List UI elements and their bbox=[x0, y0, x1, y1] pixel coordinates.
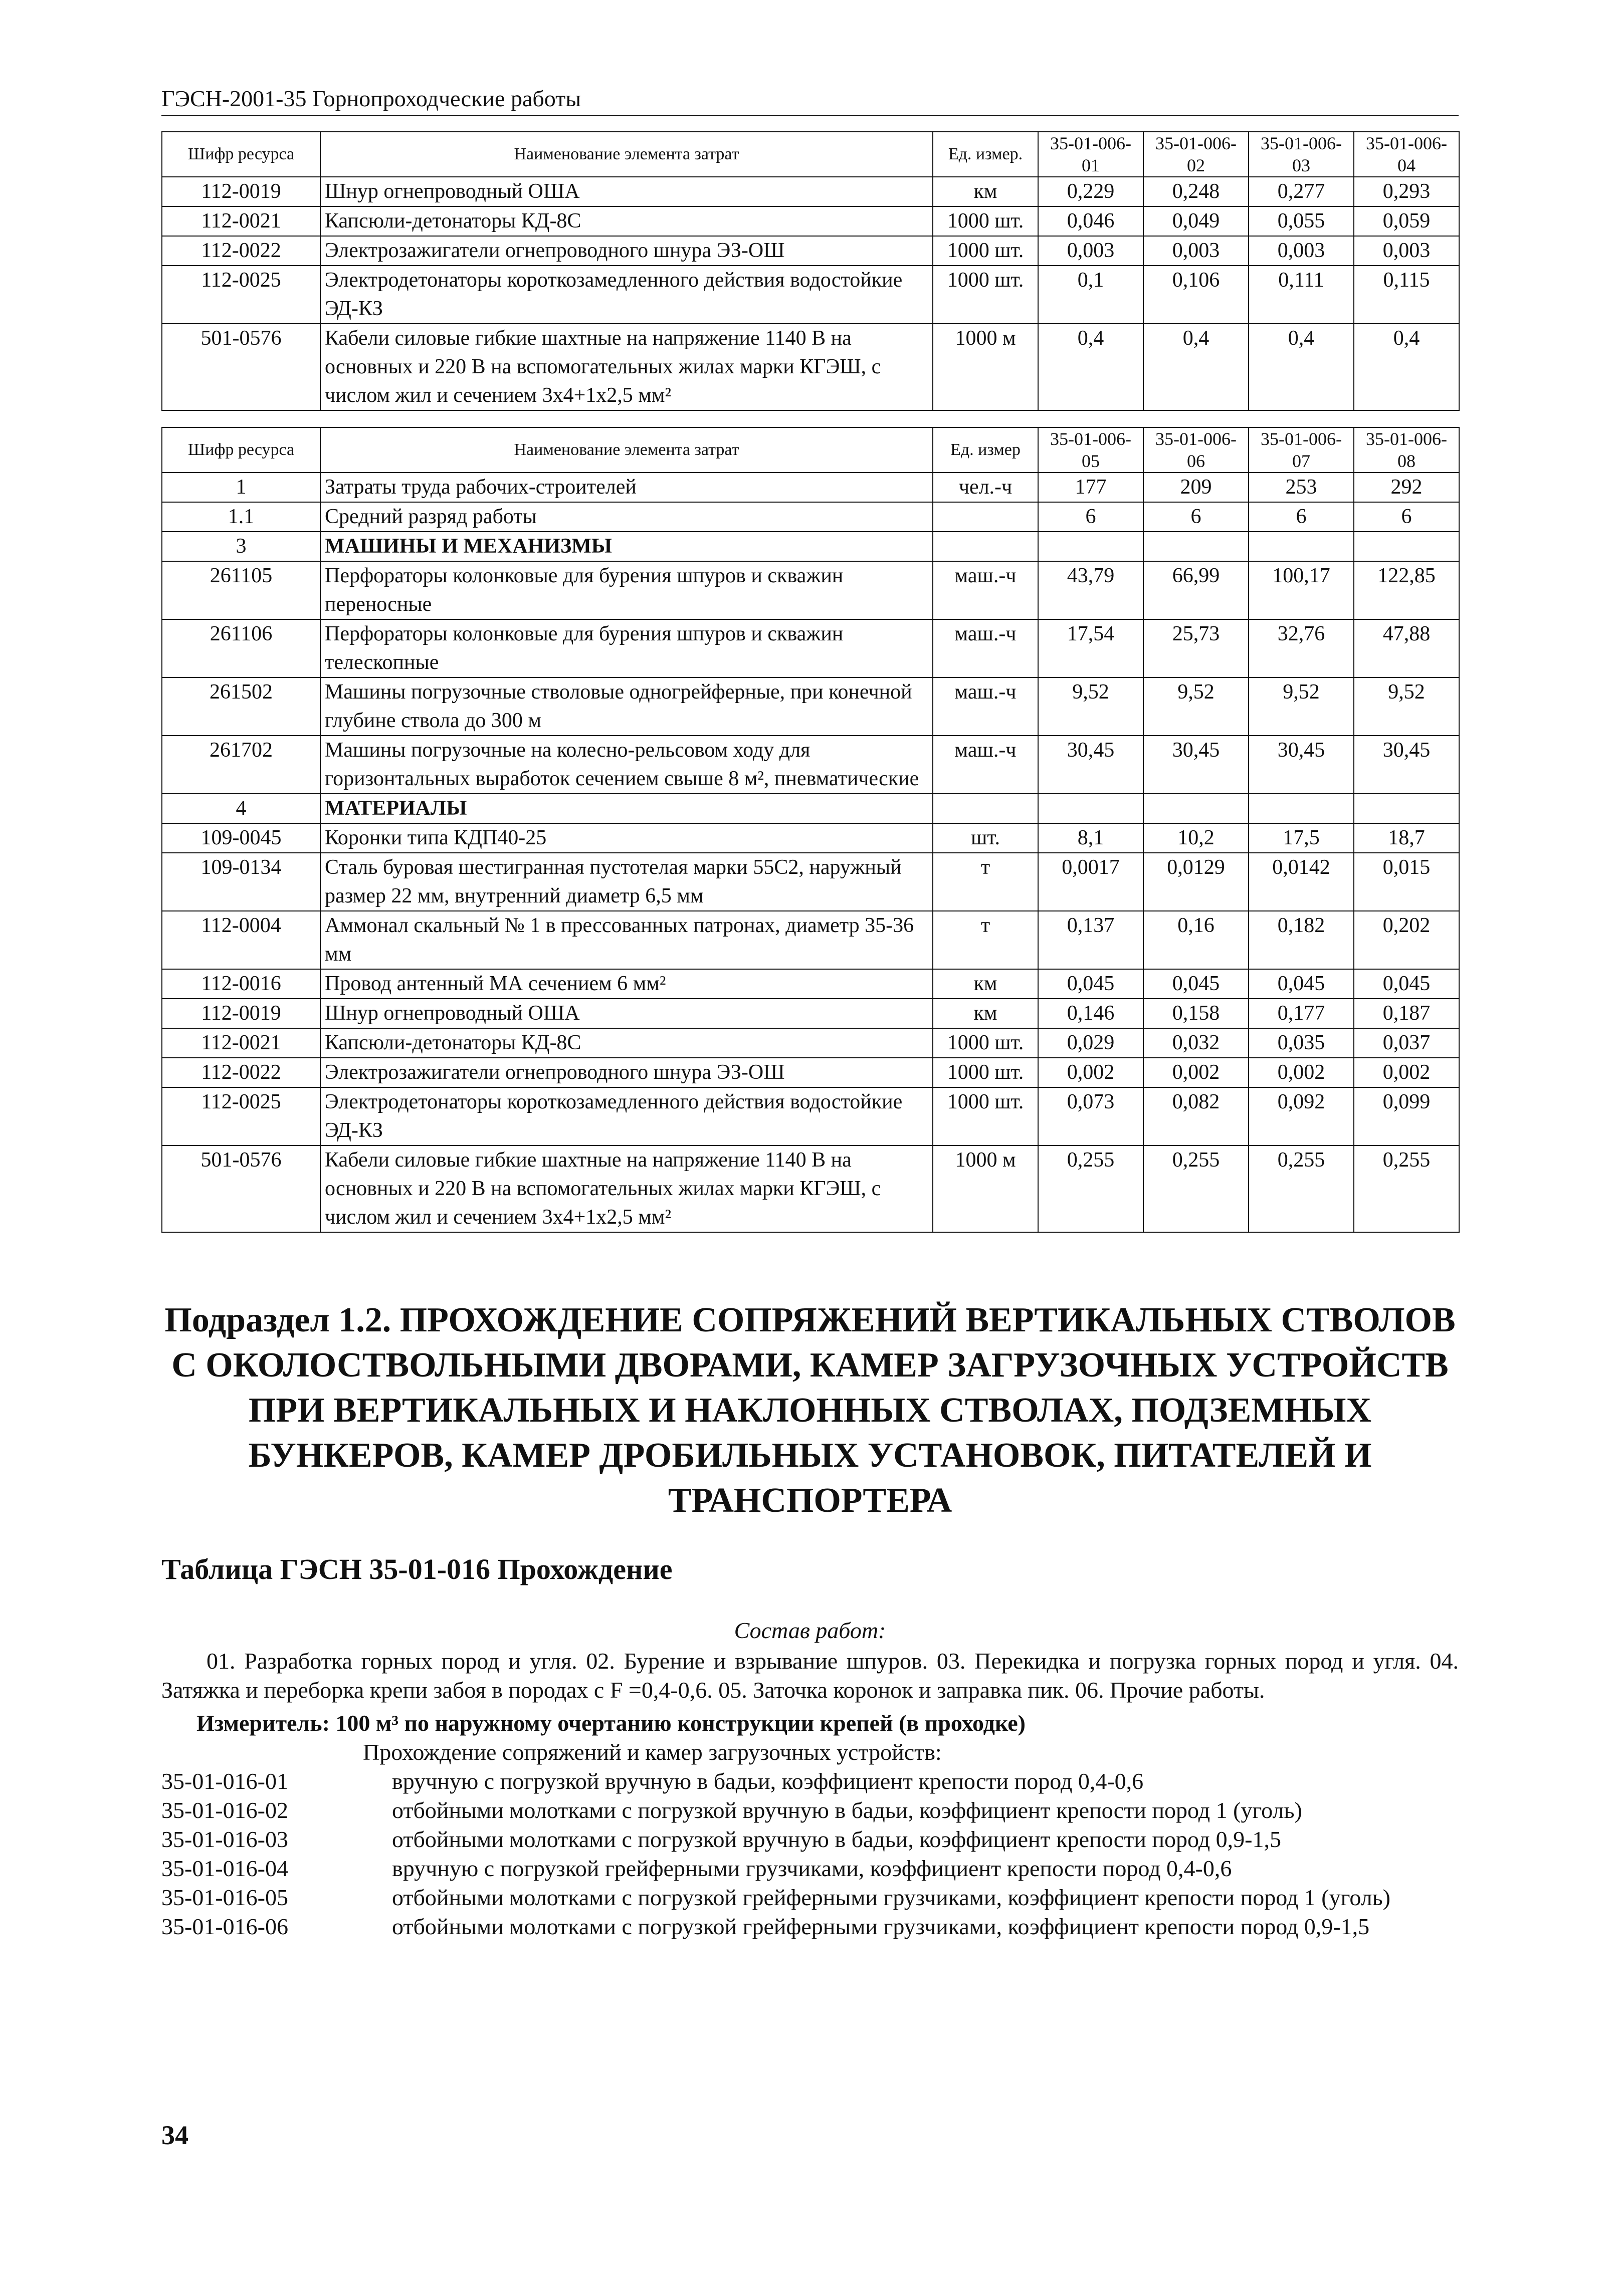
value-cell: 253 bbox=[1249, 473, 1354, 502]
subsection-title: Подраздел 1.2. ПРОХОЖДЕНИЕ СОПРЯЖЕНИЙ ВЕРТИКАЛЬНЫХ СТВОЛОВ С ОКОЛОСТВОЛЬНЫМИ ДВОРАМИ, КАМЕР ЗАГРУЗОЧНЫХ УСТРОЙСТВ ПРИ ВЕРТИКАЛЬНЫХ И НАКЛОННЫХ СТВОЛАХ, ПОДЗЕМНЫХ БУНКЕРОВ, КАМЕР ДРОБИЛЬНЫХ УСТАНОВОК, ПИТАТЕЛЕЙ И ТРАНСПОРТЕРА bbox=[164, 1301, 1456, 1520]
resource-code: 112-0025 bbox=[162, 266, 320, 324]
variant-text: вручную с погрузкой вручную в бадьи, коэффициент крепости пород 0,4-0,6 bbox=[392, 1768, 1144, 1794]
resource-code: 112-0025 bbox=[162, 1087, 320, 1145]
resource-name: Шнур огнепроводный ОША bbox=[320, 999, 933, 1028]
header-col-3: 35-01-006-07 bbox=[1249, 427, 1354, 473]
value-cell: 0,002 bbox=[1354, 1058, 1459, 1087]
header-col-1: 35-01-006-01 bbox=[1038, 132, 1143, 177]
value-cell: 66,99 bbox=[1143, 561, 1249, 619]
table-header-row bbox=[162, 427, 1459, 473]
value-cell: 209 bbox=[1143, 473, 1249, 502]
variant-text: отбойными молотками с погрузкой грейферными грузчиками, коэффициент крепости пород 1 (уголь) bbox=[392, 1885, 1390, 1910]
variant-text: вручную с погрузкой грейферными грузчиками, коэффициент крепости пород 0,4-0,6 bbox=[392, 1856, 1232, 1881]
header-col-2: 35-01-006-02 bbox=[1143, 132, 1249, 177]
unit-cell: км bbox=[933, 969, 1038, 999]
table-row bbox=[162, 999, 1459, 1028]
section-row bbox=[162, 794, 1459, 823]
value-cell: 0,003 bbox=[1038, 236, 1143, 266]
value-cell: 0,158 bbox=[1143, 999, 1249, 1028]
unit-cell: шт. bbox=[933, 823, 1038, 853]
unit-cell: маш.-ч bbox=[933, 619, 1038, 677]
value-cell: 0,045 bbox=[1038, 969, 1143, 999]
unit-cell: 1000 шт. bbox=[933, 1058, 1038, 1087]
table-row bbox=[162, 619, 1459, 677]
table-row bbox=[162, 1058, 1459, 1087]
running-head: ГЭСН-2001-35 Горнопроходческие работы bbox=[161, 85, 1459, 116]
resource-code: 261502 bbox=[162, 677, 320, 736]
value-cell: 0,035 bbox=[1249, 1028, 1354, 1058]
resource-code: 112-0022 bbox=[162, 236, 320, 266]
table-row bbox=[162, 266, 1459, 324]
resource-code: 1 bbox=[162, 473, 320, 502]
resource-code: 261105 bbox=[162, 561, 320, 619]
header-name: Наименование элемента затрат bbox=[320, 132, 933, 177]
value-cell: 17,5 bbox=[1249, 823, 1354, 853]
variant-item bbox=[161, 1796, 1459, 1825]
value-cell: 9,52 bbox=[1038, 677, 1143, 736]
table-row bbox=[162, 823, 1459, 853]
variant-item bbox=[161, 1883, 1459, 1912]
value-cell: 0,029 bbox=[1038, 1028, 1143, 1058]
document-page bbox=[161, 85, 1459, 1941]
value-cell: 9,52 bbox=[1249, 677, 1354, 736]
header-col-4: 35-01-006-04 bbox=[1354, 132, 1459, 177]
value-cell: 0,046 bbox=[1038, 206, 1143, 236]
resource-table-2 bbox=[161, 427, 1460, 1233]
value-cell: 100,17 bbox=[1249, 561, 1354, 619]
resource-code: 501-0576 bbox=[162, 1145, 320, 1232]
meter-value: 100 м³ по наружному очертанию конструкции крепей (в проходке) bbox=[335, 1710, 1026, 1736]
value-cell: 0,106 bbox=[1143, 266, 1249, 324]
resource-name: Электродетонаторы короткозамедленного действия водостойкие ЭД-КЗ bbox=[320, 1087, 933, 1145]
value-cell: 0,002 bbox=[1143, 1058, 1249, 1087]
unit-cell: 1000 шт. bbox=[933, 1028, 1038, 1058]
value-cell: 0,055 bbox=[1249, 206, 1354, 236]
unit-cell bbox=[933, 532, 1038, 561]
variant-code: 35-01-016-02 bbox=[161, 1797, 288, 1823]
value-cell: 0,277 bbox=[1249, 177, 1354, 206]
value-cell: 0,002 bbox=[1249, 1058, 1354, 1087]
variant-item bbox=[161, 1912, 1459, 1941]
value-cell: 18,7 bbox=[1354, 823, 1459, 853]
resource-code: 261106 bbox=[162, 619, 320, 677]
value-cell: 0,082 bbox=[1143, 1087, 1249, 1145]
resource-name: МАШИНЫ И МЕХАНИЗМЫ bbox=[320, 532, 933, 561]
value-cell: 0,115 bbox=[1354, 266, 1459, 324]
variant-code: 35-01-016-03 bbox=[161, 1826, 288, 1852]
unit-cell: т bbox=[933, 853, 1038, 911]
resource-code: 1.1 bbox=[162, 502, 320, 532]
value-cell: 0,255 bbox=[1143, 1145, 1249, 1232]
value-cell: 0,182 bbox=[1249, 911, 1354, 969]
resource-code: 112-0021 bbox=[162, 1028, 320, 1058]
composition-text: 01. Разработка горных пород и угля. 02. Бурение и взрывание шпуров. 03. Перекидка и погрузка горных пород и угля. 04. Затяжка и переборка крепи забоя в породах с F =0,4-0,6. 05. Заточка коронок и заправка пик. 06. Прочие работы. bbox=[161, 1648, 1459, 1703]
table-row bbox=[162, 1087, 1459, 1145]
unit-cell: км bbox=[933, 177, 1038, 206]
unit-cell: км bbox=[933, 999, 1038, 1028]
value-cell: 0,0017 bbox=[1038, 853, 1143, 911]
resource-name: Капсюли-детонаторы КД-8С bbox=[320, 206, 933, 236]
resource-name: Машины погрузочные на колесно-рельсовом ходу для горизонтальных выработок сечением свыше 8 м², пневматические bbox=[320, 736, 933, 794]
table-row bbox=[162, 1028, 1459, 1058]
resource-name: Аммонал скальный № 1 в прессованных патронах, диаметр 35-36 мм bbox=[320, 911, 933, 969]
unit-cell: 1000 м bbox=[933, 324, 1038, 410]
value-cell: 0,248 bbox=[1143, 177, 1249, 206]
resource-code: 3 bbox=[162, 532, 320, 561]
value-cell: 0,049 bbox=[1143, 206, 1249, 236]
value-cell: 0,202 bbox=[1354, 911, 1459, 969]
meter-line bbox=[161, 1709, 1459, 1738]
table-row bbox=[162, 853, 1459, 911]
unit-cell: 1000 шт. bbox=[933, 266, 1038, 324]
table-title: Таблица ГЭСН 35-01-016 Прохождение bbox=[161, 1553, 673, 1585]
resource-code: 4 bbox=[162, 794, 320, 823]
resource-name: Коронки типа КДП40-25 bbox=[320, 823, 933, 853]
value-cell: 177 bbox=[1038, 473, 1143, 502]
value-cell: 6 bbox=[1354, 502, 1459, 532]
table-body bbox=[162, 473, 1459, 1232]
page-number: 34 bbox=[161, 2120, 188, 2150]
resource-name: Электродетонаторы короткозамедленного действия водостойкие ЭД-КЗ bbox=[320, 266, 933, 324]
value-cell: 0,045 bbox=[1249, 969, 1354, 999]
value-cell: 32,76 bbox=[1249, 619, 1354, 677]
variant-item bbox=[161, 1767, 1459, 1796]
value-cell: 9,52 bbox=[1143, 677, 1249, 736]
resource-code: 109-0134 bbox=[162, 853, 320, 911]
table-row bbox=[162, 473, 1459, 502]
value-cell: 30,45 bbox=[1143, 736, 1249, 794]
header-unit: Ед. измер bbox=[933, 427, 1038, 473]
resource-table-1 bbox=[161, 131, 1460, 411]
value-cell: 30,45 bbox=[1038, 736, 1143, 794]
value-cell bbox=[1038, 532, 1143, 561]
variant-text: отбойными молотками с погрузкой вручную в бадьи, коэффициент крепости пород 1 (уголь) bbox=[392, 1797, 1302, 1823]
value-cell: 0,255 bbox=[1038, 1145, 1143, 1232]
composition-heading: Состав работ: bbox=[734, 1618, 886, 1643]
value-cell: 9,52 bbox=[1354, 677, 1459, 736]
variants-intro: Прохождение сопряжений и камер загрузочных устройств: bbox=[363, 1739, 942, 1765]
value-cell: 0,002 bbox=[1038, 1058, 1143, 1087]
header-col-2: 35-01-006-06 bbox=[1143, 427, 1249, 473]
value-cell: 0,015 bbox=[1354, 853, 1459, 911]
unit-cell bbox=[933, 794, 1038, 823]
header-col-1: 35-01-006-05 bbox=[1038, 427, 1143, 473]
resource-code: 112-0021 bbox=[162, 206, 320, 236]
value-cell: 0,045 bbox=[1354, 969, 1459, 999]
value-cell: 0,0142 bbox=[1249, 853, 1354, 911]
resource-name: Машины погрузочные стволовые одногрейферные, при конечной глубине ствола до 300 м bbox=[320, 677, 933, 736]
header-code: Шифр ресурса bbox=[162, 427, 320, 473]
value-cell: 25,73 bbox=[1143, 619, 1249, 677]
unit-cell: чел.-ч bbox=[933, 473, 1038, 502]
table-row bbox=[162, 969, 1459, 999]
header-code: Шифр ресурса bbox=[162, 132, 320, 177]
value-cell: 30,45 bbox=[1249, 736, 1354, 794]
resource-code: 112-0016 bbox=[162, 969, 320, 999]
variants-list bbox=[161, 1767, 1459, 1941]
resource-code: 109-0045 bbox=[162, 823, 320, 853]
resource-name: Средний разряд работы bbox=[320, 502, 933, 532]
resource-name: Кабели силовые гибкие шахтные на напряжение 1140 В на основных и 220 В на вспомогательных жилах марки КГЭШ, с числом жил и сечением 3х4+1х2,5 мм² bbox=[320, 1145, 933, 1232]
value-cell: 0,4 bbox=[1354, 324, 1459, 410]
value-cell: 0,032 bbox=[1143, 1028, 1249, 1058]
unit-cell: маш.-ч bbox=[933, 561, 1038, 619]
value-cell bbox=[1249, 794, 1354, 823]
section-row bbox=[162, 532, 1459, 561]
unit-cell: 1000 шт. bbox=[933, 236, 1038, 266]
value-cell: 47,88 bbox=[1354, 619, 1459, 677]
resource-name: Затраты труда рабочих-строителей bbox=[320, 473, 933, 502]
resource-name: Шнур огнепроводный ОША bbox=[320, 177, 933, 206]
value-cell: 0,4 bbox=[1249, 324, 1354, 410]
variant-code: 35-01-016-05 bbox=[161, 1885, 288, 1910]
value-cell: 0,1 bbox=[1038, 266, 1143, 324]
resource-name: Перфораторы колонковые для бурения шпуров и скважин переносные bbox=[320, 561, 933, 619]
value-cell: 10,2 bbox=[1143, 823, 1249, 853]
value-cell: 30,45 bbox=[1354, 736, 1459, 794]
value-cell: 0,059 bbox=[1354, 206, 1459, 236]
resource-name: Перфораторы колонковые для бурения шпуров и скважин телескопные bbox=[320, 619, 933, 677]
table-body bbox=[162, 177, 1459, 410]
table-row bbox=[162, 736, 1459, 794]
resource-code: 501-0576 bbox=[162, 324, 320, 410]
value-cell: 8,1 bbox=[1038, 823, 1143, 853]
unit-cell: 1000 м bbox=[933, 1145, 1038, 1232]
value-cell: 0,177 bbox=[1249, 999, 1354, 1028]
variant-item bbox=[161, 1825, 1459, 1854]
value-cell: 6 bbox=[1038, 502, 1143, 532]
resource-name: Электрозажигатели огнепроводного шнура ЭЗ-ОШ bbox=[320, 236, 933, 266]
value-cell: 0,4 bbox=[1143, 324, 1249, 410]
value-cell bbox=[1354, 794, 1459, 823]
table-row bbox=[162, 324, 1459, 410]
table-row bbox=[162, 1145, 1459, 1232]
resource-code: 261702 bbox=[162, 736, 320, 794]
value-cell: 0,111 bbox=[1249, 266, 1354, 324]
unit-cell: 1000 шт. bbox=[933, 206, 1038, 236]
resource-code: 112-0022 bbox=[162, 1058, 320, 1087]
value-cell: 0,073 bbox=[1038, 1087, 1143, 1145]
value-cell: 0,16 bbox=[1143, 911, 1249, 969]
value-cell: 0,003 bbox=[1354, 236, 1459, 266]
value-cell: 0,255 bbox=[1354, 1145, 1459, 1232]
table-row bbox=[162, 236, 1459, 266]
header-col-3: 35-01-006-03 bbox=[1249, 132, 1354, 177]
value-cell bbox=[1249, 532, 1354, 561]
value-cell: 0,099 bbox=[1354, 1087, 1459, 1145]
value-cell bbox=[1143, 532, 1249, 561]
value-cell: 17,54 bbox=[1038, 619, 1143, 677]
value-cell bbox=[1354, 532, 1459, 561]
variant-text: отбойными молотками с погрузкой грейферными грузчиками, коэффициент крепости пород 0,9-1,5 bbox=[392, 1914, 1370, 1939]
value-cell: 0,4 bbox=[1038, 324, 1143, 410]
value-cell: 122,85 bbox=[1354, 561, 1459, 619]
header-col-4: 35-01-006-08 bbox=[1354, 427, 1459, 473]
value-cell: 0,229 bbox=[1038, 177, 1143, 206]
value-cell: 0,037 bbox=[1354, 1028, 1459, 1058]
value-cell: 0,293 bbox=[1354, 177, 1459, 206]
table-header-row bbox=[162, 132, 1459, 177]
value-cell: 43,79 bbox=[1038, 561, 1143, 619]
resource-name: Электрозажигатели огнепроводного шнура ЭЗ-ОШ bbox=[320, 1058, 933, 1087]
resource-code: 112-0019 bbox=[162, 177, 320, 206]
unit-cell: маш.-ч bbox=[933, 736, 1038, 794]
unit-cell: т bbox=[933, 911, 1038, 969]
unit-cell bbox=[933, 502, 1038, 532]
resource-name: Сталь буровая шестигранная пустотелая марки 55С2, наружный размер 22 мм, внутренний диаметр 6,5 мм bbox=[320, 853, 933, 911]
value-cell: 6 bbox=[1249, 502, 1354, 532]
variant-text: отбойными молотками с погрузкой вручную в бадьи, коэффициент крепости пород 0,9-1,5 bbox=[392, 1826, 1281, 1852]
value-cell: 6 bbox=[1143, 502, 1249, 532]
value-cell: 0,045 bbox=[1143, 969, 1249, 999]
value-cell bbox=[1143, 794, 1249, 823]
resource-code: 112-0004 bbox=[162, 911, 320, 969]
value-cell: 0,0129 bbox=[1143, 853, 1249, 911]
value-cell: 0,137 bbox=[1038, 911, 1143, 969]
unit-cell: маш.-ч bbox=[933, 677, 1038, 736]
table-row bbox=[162, 206, 1459, 236]
value-cell bbox=[1038, 794, 1143, 823]
variant-code: 35-01-016-04 bbox=[161, 1856, 288, 1881]
table-row bbox=[162, 561, 1459, 619]
variant-item bbox=[161, 1854, 1459, 1883]
table-row bbox=[162, 677, 1459, 736]
table-row bbox=[162, 502, 1459, 532]
value-cell: 0,003 bbox=[1143, 236, 1249, 266]
resource-name: МАТЕРИАЛЫ bbox=[320, 794, 933, 823]
variant-code: 35-01-016-01 bbox=[161, 1768, 288, 1794]
value-cell: 0,092 bbox=[1249, 1087, 1354, 1145]
value-cell: 292 bbox=[1354, 473, 1459, 502]
meter-label: Измеритель: bbox=[196, 1710, 330, 1736]
resource-name: Капсюли-детонаторы КД-8С bbox=[320, 1028, 933, 1058]
value-cell: 0,003 bbox=[1249, 236, 1354, 266]
resource-code: 112-0019 bbox=[162, 999, 320, 1028]
value-cell: 0,255 bbox=[1249, 1145, 1354, 1232]
value-cell: 0,187 bbox=[1354, 999, 1459, 1028]
header-unit: Ед. измер. bbox=[933, 132, 1038, 177]
variant-code: 35-01-016-06 bbox=[161, 1914, 288, 1939]
table-row bbox=[162, 177, 1459, 206]
header-name: Наименование элемента затрат bbox=[320, 427, 933, 473]
table-row bbox=[162, 911, 1459, 969]
resource-name: Кабели силовые гибкие шахтные на напряжение 1140 В на основных и 220 В на вспомогательных жилах марки КГЭШ, с числом жил и сечением 3х4+1х2,5 мм² bbox=[320, 324, 933, 410]
resource-name: Провод антенный МА сечением 6 мм² bbox=[320, 969, 933, 999]
unit-cell: 1000 шт. bbox=[933, 1087, 1038, 1145]
value-cell: 0,146 bbox=[1038, 999, 1143, 1028]
